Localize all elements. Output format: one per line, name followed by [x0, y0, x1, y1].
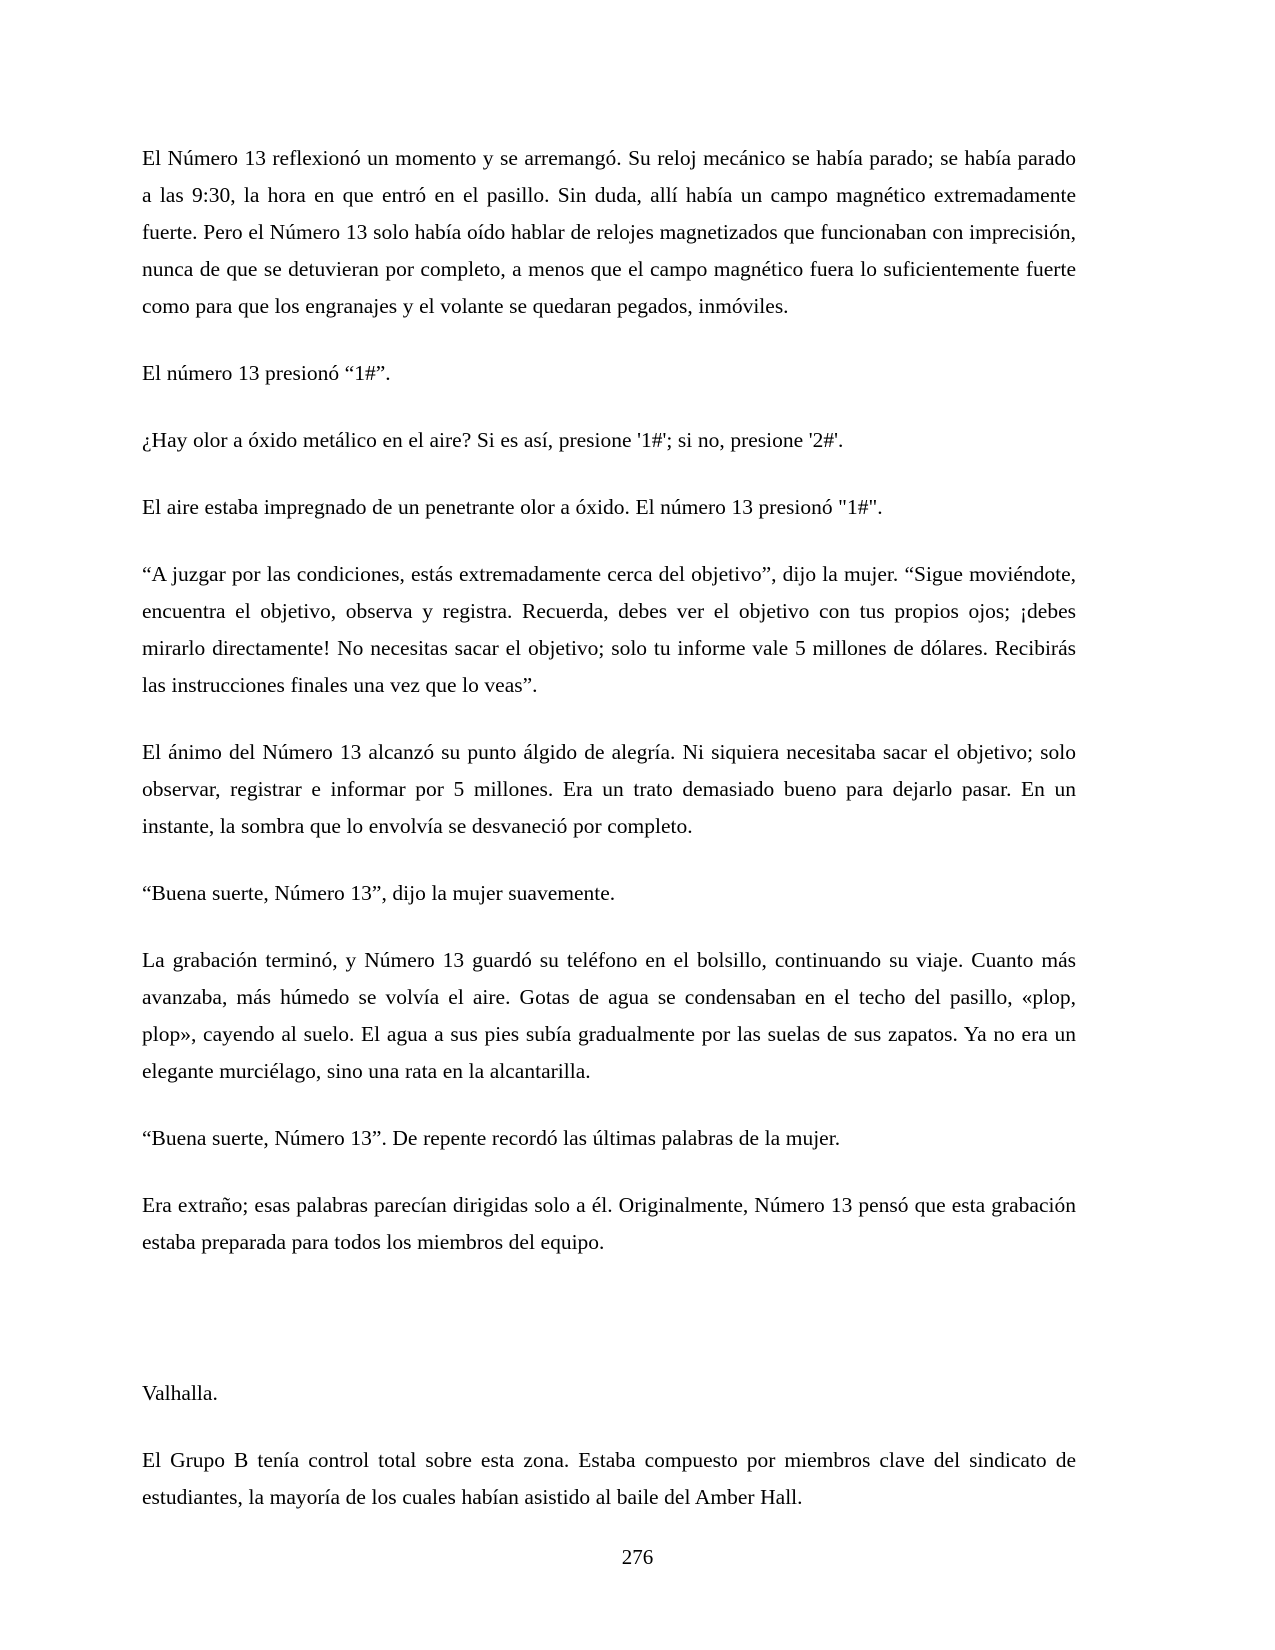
- paragraph: La grabación terminó, y Número 13 guardó su teléfono en el bolsillo, continuando su viaje. Cuanto más avanzaba, más húmedo se volvía el aire. Gotas de agua se condensaban en el techo del pasillo, «plop, plop», cayendo al suelo. El agua a sus pies subía gradualmente por las suelas de sus zapatos. Ya no era un elegante murciélago, sino una rata en la alcantarilla.: [142, 948, 1076, 1083]
- page-number: 276: [621, 1545, 654, 1569]
- paragraph: ¿Hay olor a óxido metálico en el aire? Si es así, presione '1#'; si no, presione '2#'.: [142, 428, 844, 452]
- paragraph: “Buena suerte, Número 13”. De repente recordó las últimas palabras de la mujer.: [142, 1126, 841, 1150]
- paragraph: “Buena suerte, Número 13”, dijo la mujer suavemente.: [142, 881, 616, 905]
- paragraph: El número 13 presionó “1#”.: [142, 361, 391, 385]
- paragraph: El ánimo del Número 13 alcanzó su punto álgido de alegría. Ni siquiera necesitaba sacar el objetivo; solo observar, registrar e informar por 5 millones. Era un trato demasiado bueno para dejarlo pasar. En un instante, la sombra que lo envolvía se desvaneció por completo.: [142, 740, 1076, 838]
- body-text-column: [142, 140, 1076, 1516]
- paragraph: Era extraño; esas palabras parecían dirigidas solo a él. Originalmente, Número 13 pensó que esta grabación estaba preparada para todos los miembros del equipo.: [142, 1193, 1076, 1254]
- section-break: [142, 1291, 1076, 1375]
- paragraph: El Número 13 reflexionó un momento y se arremangó. Su reloj mecánico se había parado; se había parado a las 9:30, la hora en que entró en el pasillo. Sin duda, allí había un campo magnético extremadamente fuerte. Pero el Número 13 solo había oído hablar de relojes magnetizados que funcionaban con imprecisión, nunca de que se detuvieran por completo, a menos que el campo magnético fuera lo suficientemente fuerte como para que los engranajes y el volante se quedaran pegados, inmóviles.: [142, 146, 1076, 318]
- paragraph: El Grupo B tenía control total sobre esta zona. Estaba compuesto por miembros clave del sindicato de estudiantes, la mayoría de los cuales habían asistido al baile del Amber Hall.: [142, 1448, 1076, 1509]
- section-heading-valhalla: Valhalla.: [142, 1381, 218, 1405]
- paragraph: “A juzgar por las condiciones, estás extremadamente cerca del objetivo”, dijo la mujer. “Sigue moviéndote, encuentra el objetivo, observa y registra. Recuerda, debes ver el objetivo con tus propios ojos; ¡debes mirarlo directamente! No necesitas sacar el objetivo; solo tu informe vale 5 millones de dólares. Recibirás las instrucciones finales una vez que lo veas”.: [142, 562, 1076, 697]
- paragraph: El aire estaba impregnado de un penetrante olor a óxido. El número 13 presionó "1#".: [142, 495, 883, 519]
